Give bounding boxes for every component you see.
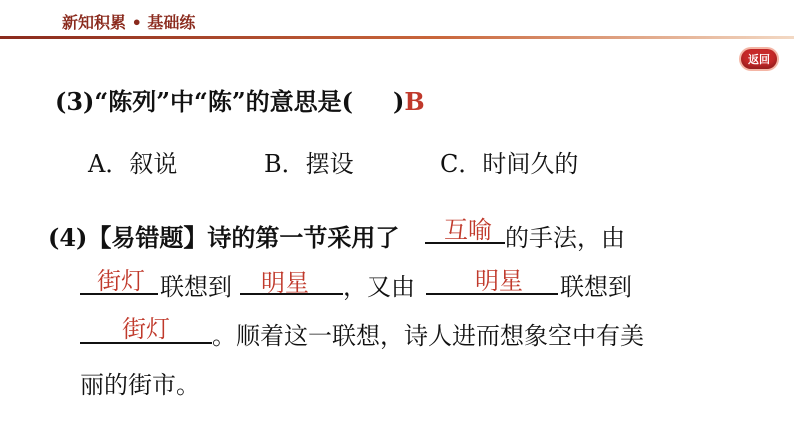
q3-answer: B	[404, 87, 425, 116]
q4-again: ，又由	[343, 273, 415, 301]
q4-answer-3: 明星	[261, 269, 309, 297]
q4-connect-1: 联想到	[160, 273, 232, 301]
header-divider	[0, 36, 794, 39]
q3-close-paren: )	[392, 87, 405, 116]
q3-option-c: C．时间久的	[440, 150, 579, 178]
q3-option-b: B．摆设	[264, 150, 354, 178]
q3-question	[55, 82, 425, 117]
header-title: 新知积累 • 基础练	[62, 13, 196, 32]
q4-answer-2: 街灯	[97, 267, 145, 295]
q4-answer-5: 街灯	[122, 315, 170, 343]
q4-prefix: (4)【易错题】诗的第一节采用了	[48, 223, 400, 252]
q4-last-line: 丽的街市。	[80, 371, 200, 399]
q3-option-a: A．叙说	[88, 150, 178, 178]
q4-answer-4: 明星	[475, 267, 523, 295]
q3-prompt: (3)“陈列”中“陈”的意思是(	[55, 87, 353, 116]
q4-continue: 。顺着这一联想，诗人进而想象空中有美	[212, 322, 644, 350]
q4-answer-1: 互喻	[444, 216, 492, 244]
q4-connect-2: 联想到	[560, 273, 632, 301]
back-button[interactable]: 返回	[741, 49, 777, 69]
q4-after-blank1: 的手法，由	[505, 224, 625, 252]
